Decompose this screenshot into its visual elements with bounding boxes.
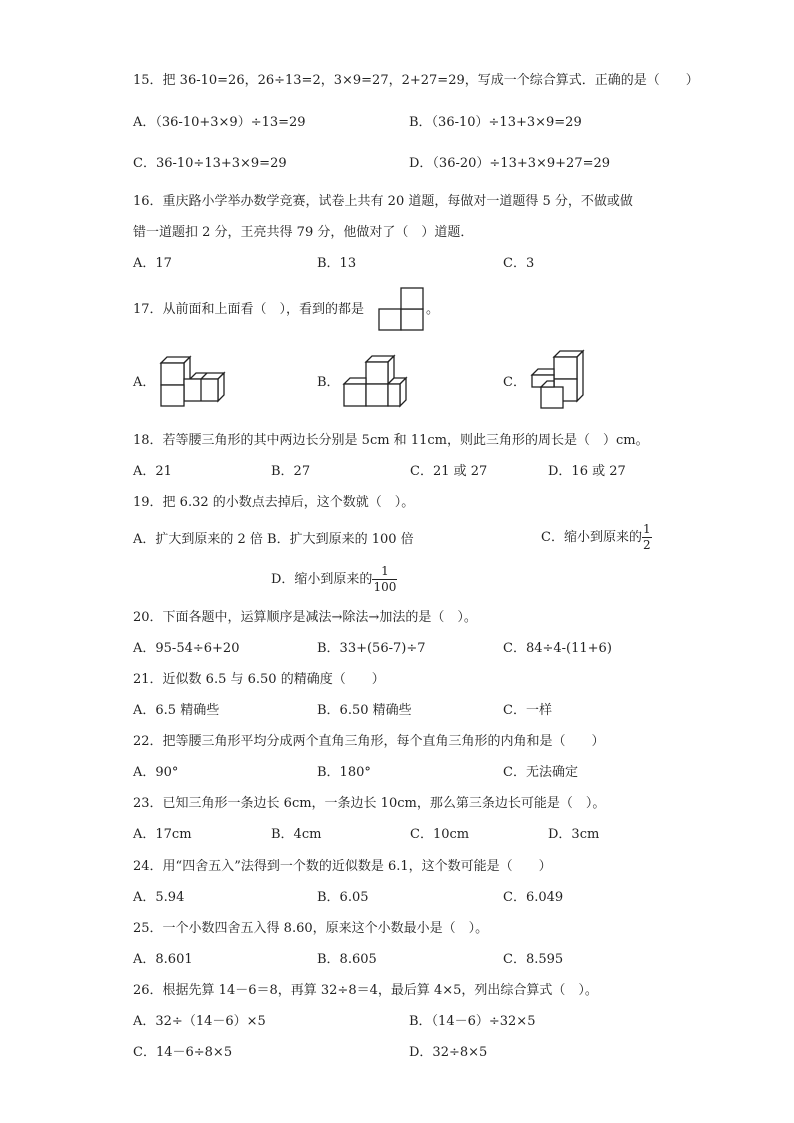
q15-option-b[interactable]: B．（36-10）÷13+3×9=29 xyxy=(409,115,582,130)
q21-stem: 21．近似数 6.5 与 6.50 的精确度（ ） xyxy=(133,672,385,687)
q19-option-c-fraction xyxy=(642,522,652,553)
q22-stem: 22．把等腰三角形平均分成两个直角三角形，每个直角三角形的内角和是（ ） xyxy=(133,734,605,749)
q26-stem: 26．根据先算 14－6＝8，再算 32÷8＝4，最后算 4×5，列出综合算式（ ）。 xyxy=(133,983,598,998)
q19-option-d[interactable] xyxy=(271,562,397,598)
q16-option-b[interactable]: B．13 xyxy=(317,256,357,271)
q19-option-d-fraction xyxy=(372,564,397,595)
q20-stem: 20．下面各题中，运算顺序是减法→除法→加法的是（ ）。 xyxy=(133,610,477,625)
q19-option-c-label: C．缩小到原来的 xyxy=(541,530,642,545)
q17-option-c-cubes[interactable] xyxy=(528,349,588,411)
q24-option-b[interactable]: B．6.05 xyxy=(317,890,369,905)
q22-option-a[interactable]: A．90° xyxy=(133,765,179,780)
q15-option-d[interactable]: D．（36-20）÷13+3×9+27=29 xyxy=(409,156,611,171)
q21-option-c[interactable]: C．一样 xyxy=(503,703,552,718)
q25-option-c[interactable]: C．8.595 xyxy=(503,952,564,967)
fraction-denominator: 2 xyxy=(642,538,651,552)
q16-option-c[interactable]: C．3 xyxy=(503,256,535,271)
q16-stem-line2: 错一道题扣 2 分，王亮共得 79 分，他做对了（ ）道题． xyxy=(133,225,474,240)
q24-option-c[interactable]: C．6.049 xyxy=(503,890,564,905)
q23-option-c[interactable]: C．10cm xyxy=(410,827,470,842)
q18-option-a[interactable]: A．21 xyxy=(133,464,172,479)
q15-option-c[interactable]: C．36-10÷13+3×9=29 xyxy=(133,156,287,171)
q24-stem: 24．用“四舍五入”法得到一个数的近似数是 6.1，这个数可能是（ ） xyxy=(133,859,552,874)
q25-stem: 25．一个小数四舍五入得 8.60，原来这个小数最小是（ ）。 xyxy=(133,921,489,936)
fraction-numerator: 1 xyxy=(372,564,397,580)
fraction-numerator: 1 xyxy=(642,522,651,536)
q18-option-d[interactable]: D．16 或 27 xyxy=(548,464,626,479)
q23-option-b[interactable]: B．4cm xyxy=(271,827,322,842)
q17-stem: 17．从前面和上面看（ ），看到的都是 xyxy=(133,302,365,317)
q16-stem-line1: 16．重庆路小学举办数学竞赛，试卷上共有 20 道题，每做对一道题得 5 分，不做或做 xyxy=(133,194,633,209)
q17-view-figure xyxy=(378,287,426,331)
q26-option-a[interactable]: A．32÷（14－6）×5 xyxy=(133,1014,266,1029)
q17-stem-end: 。 xyxy=(426,302,440,317)
q23-option-d[interactable]: D．3cm xyxy=(548,827,600,842)
q19-option-d-label: D．缩小到原来的 xyxy=(271,572,373,587)
q20-option-c[interactable]: C．84÷4-(11+6) xyxy=(503,641,612,656)
q26-option-c[interactable]: C．14－6÷8×5 xyxy=(133,1045,233,1060)
q21-option-b[interactable]: B．6.50 精确些 xyxy=(317,703,412,718)
q18-option-c[interactable]: C．21 或 27 xyxy=(410,464,488,479)
q18-stem: 18．若等腰三角形的其中两边长分别是 5cm 和 11cm，则此三角形的周长是（ ）cm。 xyxy=(133,433,649,448)
q17-option-b-cubes[interactable] xyxy=(342,352,412,410)
q26-option-d[interactable]: D．32÷8×5 xyxy=(409,1045,488,1060)
q22-option-b[interactable]: B．180° xyxy=(317,765,371,780)
q19-options-ab[interactable]: A．扩大到原来的 2 倍 B．扩大到原来的 100 倍 xyxy=(133,532,414,547)
q20-option-b[interactable]: B．33+(56-7)÷7 xyxy=(317,641,426,656)
q19-stem: 19．把 6.32 的小数点去掉后，这个数就（ ）。 xyxy=(133,495,415,510)
q15-option-a[interactable]: A．（36-10+3×9）÷13=29 xyxy=(133,115,306,130)
q17-option-a[interactable]: A． xyxy=(133,375,156,390)
fraction-denominator: 100 xyxy=(373,580,397,594)
q24-option-a[interactable]: A．5.94 xyxy=(133,890,185,905)
q17-option-b[interactable]: B． xyxy=(317,375,340,390)
q20-option-a[interactable]: A．95-54÷6+20 xyxy=(133,641,240,656)
q21-option-a[interactable]: A．6.5 精确些 xyxy=(133,703,220,718)
q17-option-a-cubes[interactable] xyxy=(158,352,228,408)
q26-option-b[interactable]: B．（14－6）÷32×5 xyxy=(409,1014,536,1029)
q23-stem: 23．已知三角形一条边长 6cm，一条边长 10cm，那么第三条边长可能是（ ）。 xyxy=(133,796,606,811)
q25-option-b[interactable]: B．8.605 xyxy=(317,952,377,967)
q15-stem: 15．把 36-10=26，26÷13=2，3×9=27，2+27=29，写成一个综合算式．正确的是（ ） xyxy=(133,73,699,88)
q19-option-c[interactable] xyxy=(541,520,652,556)
q17-option-c[interactable]: C． xyxy=(503,375,526,390)
q22-option-c[interactable]: C．无法确定 xyxy=(503,765,578,780)
q25-option-a[interactable]: A．8.601 xyxy=(133,952,193,967)
q23-option-a[interactable]: A．17cm xyxy=(133,827,192,842)
q18-option-b[interactable]: B．27 xyxy=(271,464,311,479)
q16-option-a[interactable]: A．17 xyxy=(133,256,172,271)
